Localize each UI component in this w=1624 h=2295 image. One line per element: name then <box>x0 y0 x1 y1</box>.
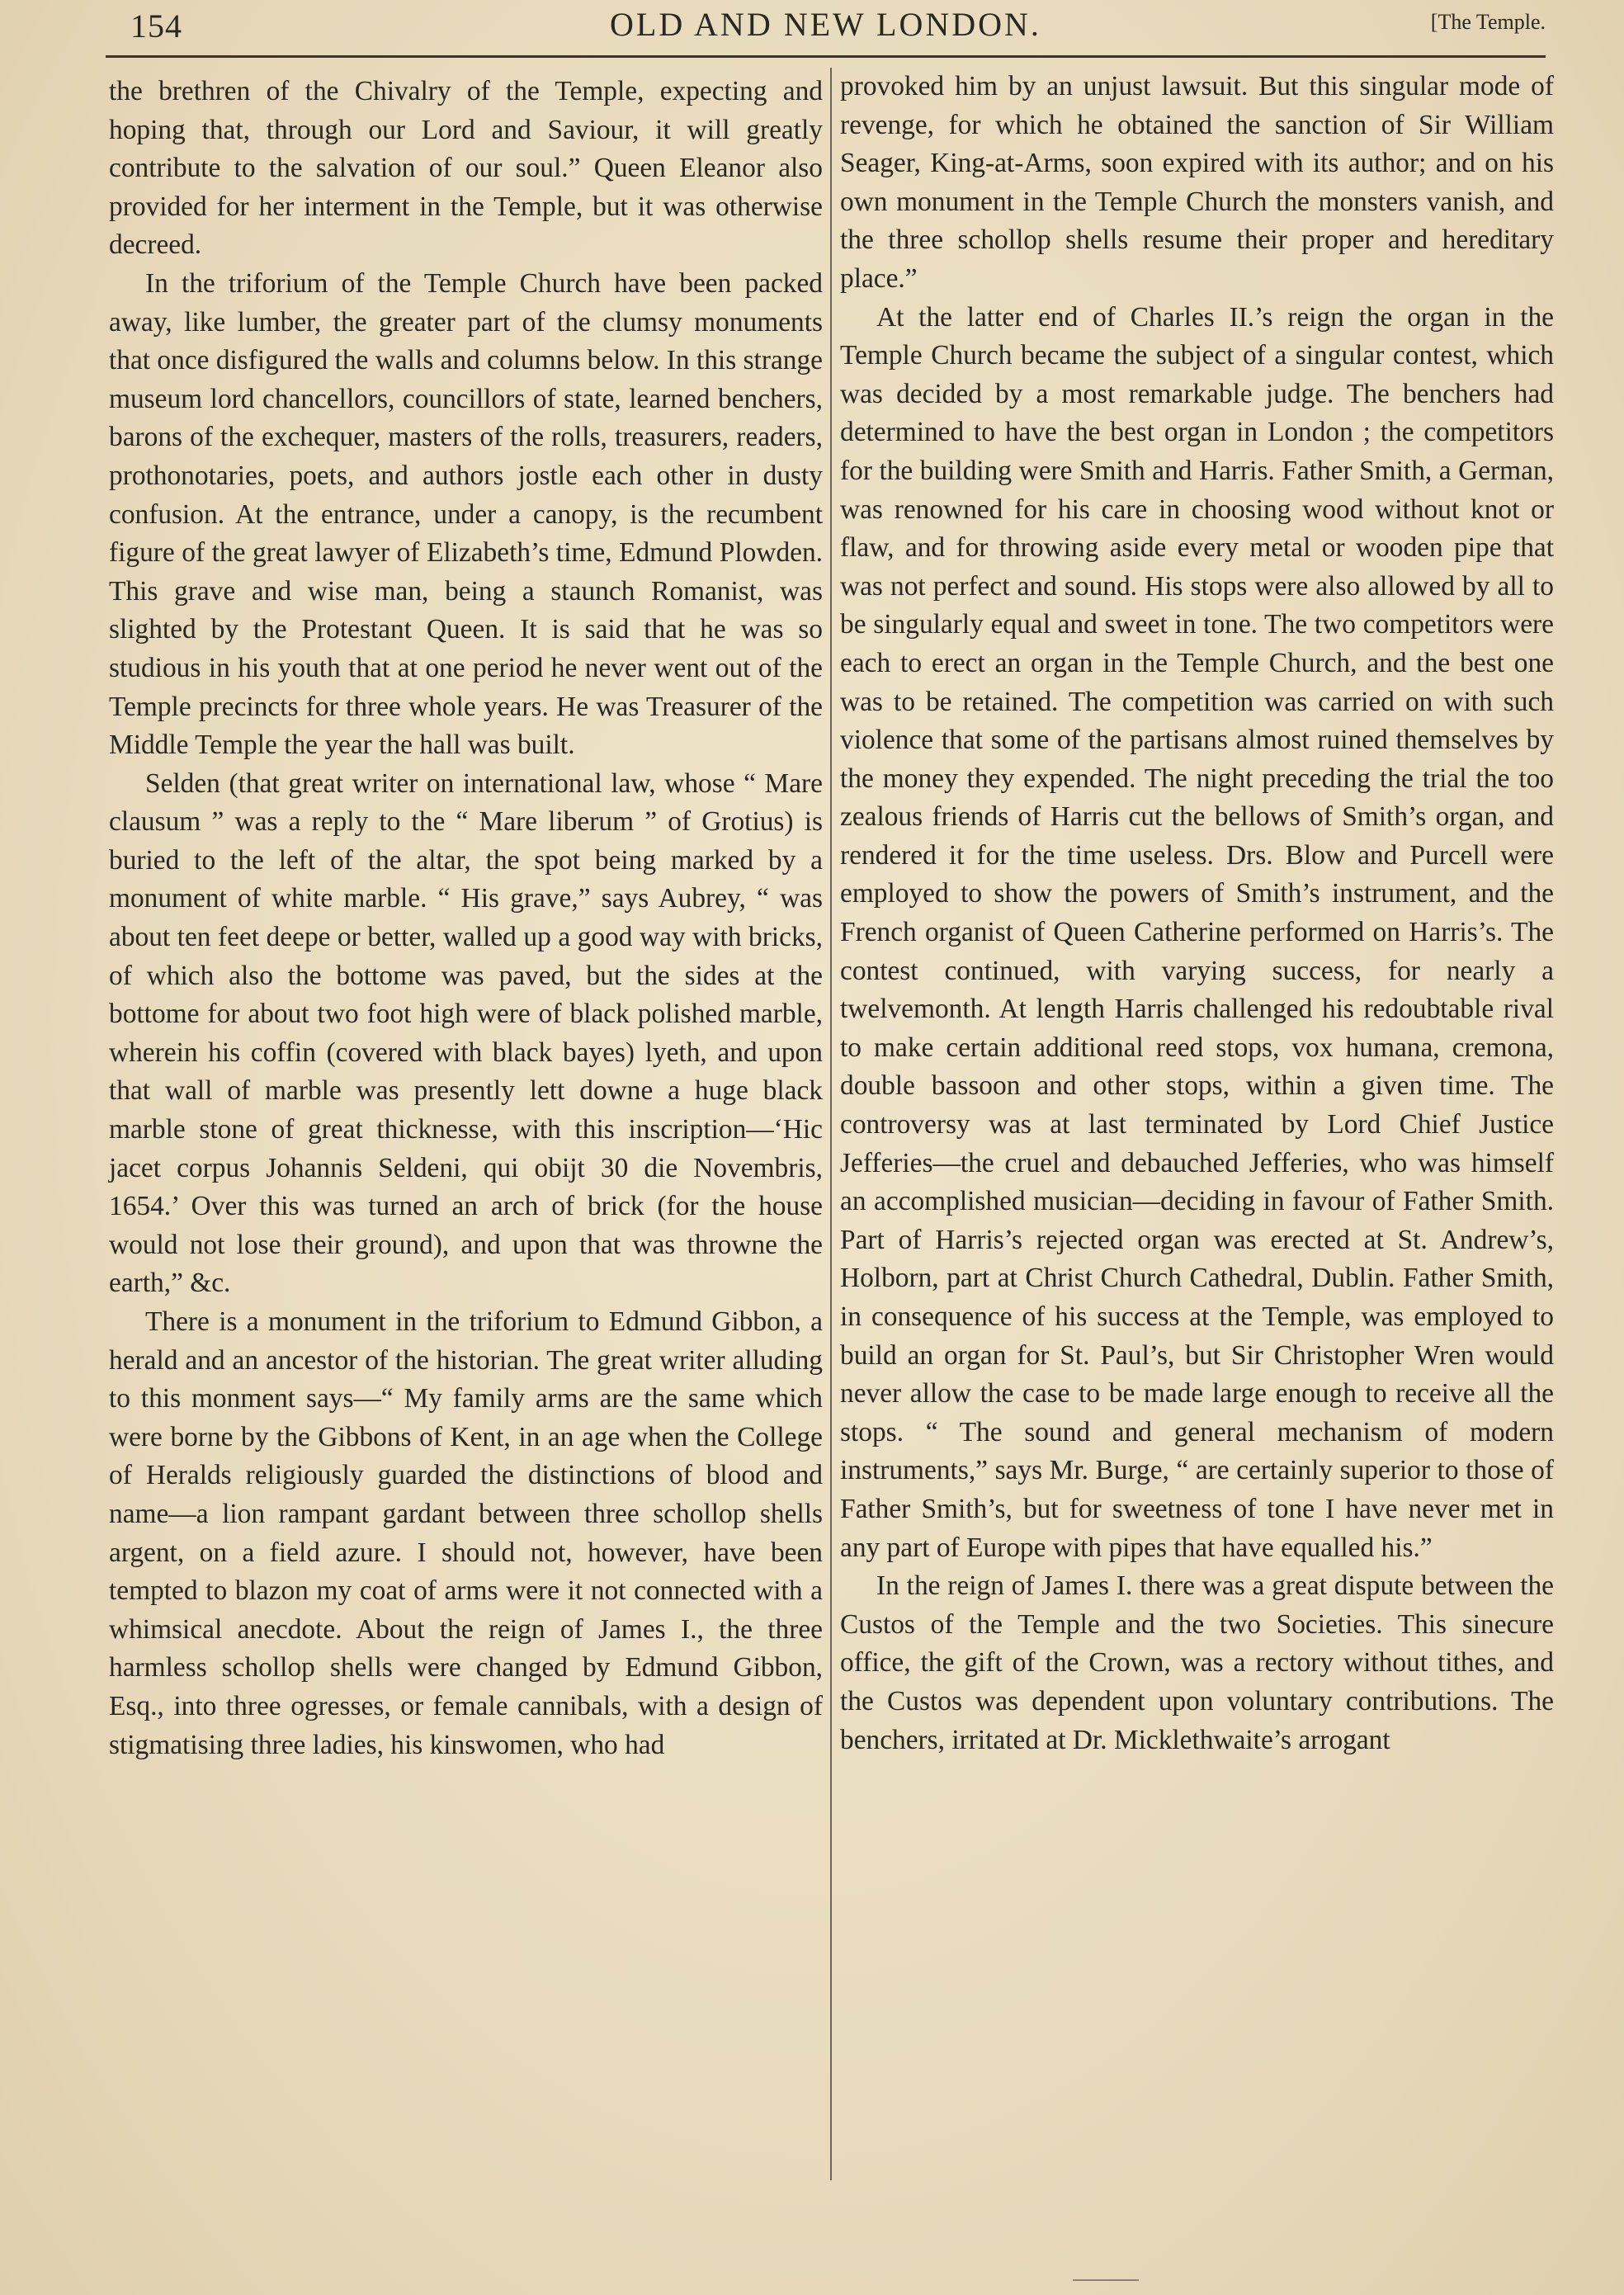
paragraph: the brethren of the Chivalry of the Temple, expecting and hoping that, through our Lord and Saviour, it will greatly contribute to the salvation of our soul.” Queen Eleanor also provided for her interment in the Temple, but it was otherwise decreed. <box>109 76 823 261</box>
section-tag: [The Temple. <box>1430 10 1546 34</box>
paragraph: There is a monument in the triforium to Edmund Gibbon, a herald and an ancestor of the historian. The great writer alluding to this monment says—“ My family arms are the same which were borne by the Gibbons of Kent, in an age when the College of Heralds religiously guarded the distinctions of blood and name—a lion rampant gardant between three schollop shells argent, on a field azure. I should not, however, have been tempted to blazon my coat of arms were it not connected with a whimsical anecdote. About the reign of James I., the three harmless schollop shells were changed by Edmund Gibbon, Esq., into three ogresses, or female cannibals, with a design of stigmatising three ladies, his kinswomen, who had <box>109 1306 823 1760</box>
paragraph: At the latter end of Charles II.’s reign the organ in the Temple Church became the subject of a singular contest, which was decided by a most remarkable judge. The benchers had determined to have the best organ in London ; the competitors for the building were Smith and Harris. Father Smith, a German, was renowned for his care in choosing wood without knot or flaw, and for throwing aside every metal or wooden pipe that was not perfect and sound. His stops were also allowed by all to be singularly equal and sweet in tone. The two competitors were each to erect an organ in the Temple Church, and the best one was to be retained. The competition was carried on with such violence that some of the partisans almost ruined themselves by the money they expended. The night preceding the trial the too zealous friends of Harris cut the bellows of Smith’s organ, and rendered it for the time useless. Drs. Blow and Purcell were employed to show the powers of Smith’s instrument, and the French organist of Queen Catherine performed on Harris’s. The contest continued, with varying success, for nearly a twelvemonth. At length Harris challenged his redoubtable rival to make certain additional reed stops, vox humana, cremona, double bassoon and other stops, within a given time. The controversy was at last terminated by Lord Chief Justice Jefferies—the cruel and debauched Jefferies, who was himself an accomplished musician—deciding in favour of Father Smith. Part of Harris’s rejected organ was erected at St. Andrew’s, Holborn, part at Christ Church Cathedral, Dublin. Father Smith, in consequence of his success at the Temple, was employed to build an organ for St. Paul’s, but Sir Christopher Wren would never allow the case to be made large enough to receive all the stops. “ The sound and general mechanism of modern instruments,” says Mr. Burge, “ are certainly superior to those of Father Smith’s, but for sweetness of tone I have never met in any part of Europe with pipes that have equalled his.” <box>840 301 1554 1563</box>
paragraph: provoked him by an unjust lawsuit. But this singular mode of revenge, for which he obtained the sanction of Sir William Seager, King-at-Arms, soon expired with its author; and on his own monument in the Temple Church the monsters vanish, and the three schollop shells resume their proper and hereditary place.” <box>840 71 1554 294</box>
running-title: OLD AND NEW LONDON. <box>610 6 1041 43</box>
left-column <box>109 73 823 1764</box>
column-divider <box>830 68 832 2180</box>
header-rule <box>106 55 1546 58</box>
page-number: 154 <box>130 7 182 45</box>
paragraph: In the triforium of the Temple Church have been packed away, like lumber, the greater part of the clumsy monuments that once disfigured the walls and columns below. In this strange museum lord chancellors, councillors of state, learned benchers, barons of the exchequer, masters of the rolls, treasurers, readers, prothonotaries, poets, and authors jostle each other in dusty confusion. At the entrance, under a canopy, is the recumbent figure of the great lawyer of Elizabeth’s time, Edmund Plowden. This grave and wise man, being a staunch Romanist, was slighted by the Protestant Queen. It is said that he was so studious in his youth that at one period he never went out of the Temple precincts for three whole years. He was Treasurer of the Middle Temple the year the hall was built. <box>109 267 823 761</box>
right-column <box>840 68 1554 1759</box>
paragraph: Selden (that great writer on international law, whose “ Mare clausum ” was a reply to the “ Mare liberum ” of Grotius) is buried to the left of the altar, the spot being marked by a monument of white marble. “ His grave,” says Aubrey, “ was about ten feet deepe or better, walled up a good way with bricks, of which also the bottome was paved, but the sides at the bottome for about two foot high were of black polished marble, wherein his coffin (covered with black bayes) lyeth, and upon that wall of marble was presently lett downe a huge black marble stone of great thicknesse, with this inscription—‘Hic jacet corpus Johannis Seldeni, qui obijt 30 die Novembris, 1654.’ Over this was turned an arch of brick (for the house would not lose their ground), and upon that was throwne the earth,” &c. <box>109 767 823 1299</box>
footer-rule <box>1073 2279 1139 2281</box>
paragraph: In the reign of James I. there was a great dispute between the Custos of the Temple and the two Societies. This sinecure office, the gift of the Crown, was a rectory without tithes, and the Custos was dependent upon voluntary contributions. The benchers, irritated at Dr. Micklethwaite’s arrogant <box>840 1570 1554 1755</box>
page-header <box>106 0 1546 59</box>
